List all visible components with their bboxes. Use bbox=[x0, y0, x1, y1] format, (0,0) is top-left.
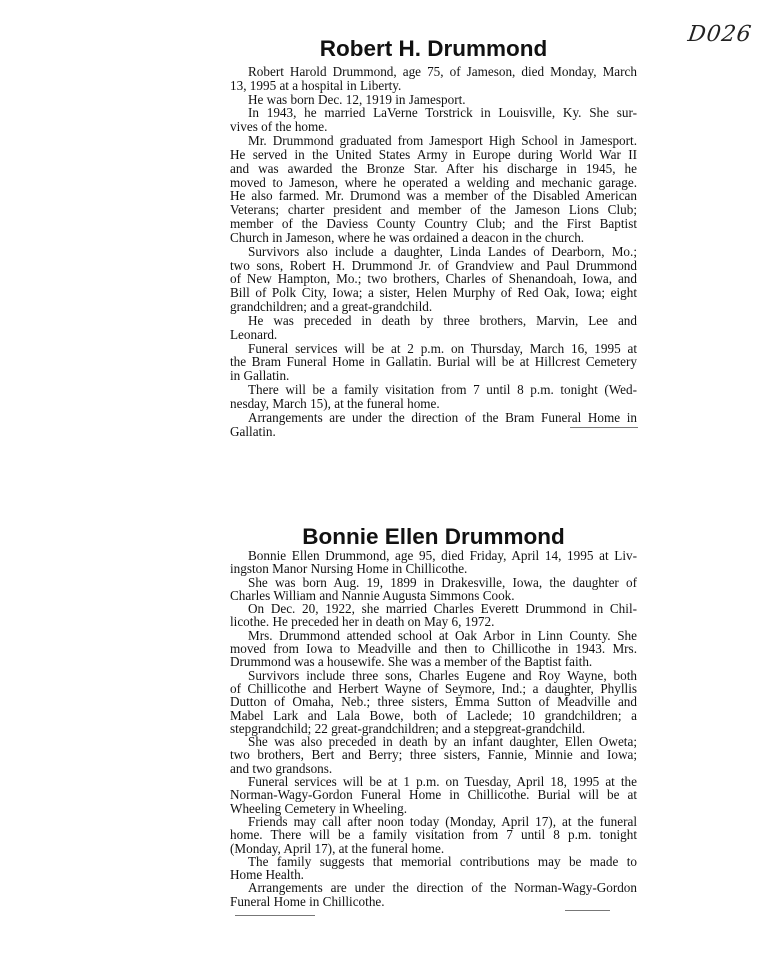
paragraph bbox=[230, 245, 637, 314]
handwritten-document-id: D026 bbox=[686, 22, 754, 47]
paragraph bbox=[230, 669, 637, 735]
divider bbox=[565, 910, 610, 911]
text-line: two sons, Robert H. Drummond Jr. of Grandview and Paul Drummond bbox=[230, 257, 637, 273]
text-line: In 1943, he married LaVerne Torstrick in Louisville, Ky. She sur- bbox=[248, 105, 637, 121]
text-line: He also farmed. Mr. Drumond was a member of the Disabled American bbox=[230, 188, 637, 204]
paragraph bbox=[230, 602, 637, 629]
paragraph bbox=[230, 314, 637, 342]
paragraph bbox=[230, 93, 637, 107]
paragraph bbox=[230, 106, 637, 134]
text-line: Funeral Home in Chillicothe. bbox=[230, 893, 385, 909]
text-line: Drummond was a housewife. She was a member of the Baptist faith. bbox=[230, 654, 593, 670]
text-line: Gallatin. bbox=[230, 423, 276, 439]
text-line: Wheeling Cemetery in Wheeling. bbox=[230, 800, 407, 816]
text-line: He was born Dec. 12, 1919 in Jamesport. bbox=[248, 91, 466, 107]
divider bbox=[235, 915, 315, 916]
paragraph bbox=[230, 855, 637, 882]
text-line: Leonard. bbox=[230, 326, 278, 342]
text-line: nesday, March 15), at the funeral home. bbox=[230, 395, 440, 411]
obituary-body-robert bbox=[230, 65, 637, 438]
paragraph bbox=[230, 549, 637, 576]
text-line: Survivors include three sons, Charles Eugene and Roy Wayne, both bbox=[248, 667, 637, 683]
obituary-title-bonnie: Bonnie Ellen Drummond bbox=[302, 524, 565, 549]
text-line: member of the Daviess County Country Club; and the First Baptist bbox=[230, 216, 637, 232]
text-line: He was preceded in death by three brothers, Marvin, Lee and bbox=[248, 312, 637, 328]
text-line: Funeral services will be at 1 p.m. on Tuesday, April 18, 1995 at the bbox=[248, 774, 637, 790]
text-line: Home Health. bbox=[230, 867, 304, 883]
text-line: Arrangements are under the direction of the Bram Funeral Home in bbox=[248, 409, 637, 425]
text-line: and was awarded the Bronze Star. After his discharge in 1945, he bbox=[230, 160, 637, 176]
text-line: grandchildren; and a great-grandchild. bbox=[230, 299, 433, 315]
paragraph bbox=[230, 815, 637, 855]
text-line: moved to Jameson, where he operated a welding and mechanic garage. bbox=[230, 174, 637, 190]
text-line: Norman-Wagy-Gordon Funeral Home in Chillicothe. Burial will be at bbox=[230, 787, 637, 803]
text-line: Church in Jameson, where he was ordained a deacon in the church. bbox=[230, 229, 585, 245]
text-line: the Bram Funeral Home in Gallatin. Burial will be at Hillcrest Cemetery bbox=[230, 354, 637, 370]
paragraph bbox=[230, 775, 637, 815]
text-line: of New Hampton, Mo.; two brothers, Charles of Shenandoah, Iowa, and bbox=[230, 271, 637, 287]
text-line: Friends may call after noon today (Monday, April 17), at the funeral bbox=[248, 813, 637, 829]
text-line: (Monday, April 17), at the funeral home. bbox=[230, 840, 445, 856]
text-line: Bill of Polk City, Iowa; a sister, Helen Murphy of Red Oak, Iowa; eight bbox=[230, 285, 637, 301]
text-line: and two grandsons. bbox=[230, 760, 333, 776]
paragraph bbox=[230, 134, 637, 245]
text-line: She was also preceded in death by an infant daughter, Ellen Oweta; bbox=[248, 734, 637, 750]
text-line: Veterans; charter president and member of the Jameson Lions Club; bbox=[230, 202, 637, 218]
text-line: Mabel Lark and Lala Bowe, both of Laclede; 10 grandchildren; a bbox=[230, 707, 637, 723]
paragraph bbox=[230, 65, 637, 93]
text-line: The family suggests that memorial contributions may be made to bbox=[248, 853, 637, 869]
text-line: Mrs. Drummond attended school at Oak Arbor in Linn County. She bbox=[248, 627, 637, 643]
text-line: 13, 1995 at a hospital in Liberty. bbox=[230, 77, 402, 93]
text-line: of Chillicothe and Herbert Wayne of Seymore, Ind.; a daughter, Phyllis bbox=[230, 680, 637, 696]
text-line: There will be a family visitation from 7 until 8 p.m. tonight (Wed- bbox=[248, 382, 637, 398]
text-line: Bonnie Ellen Drummond, age 95, died Friday, April 14, 1995 at Liv- bbox=[248, 548, 637, 563]
text-line: He served in the United States Army in Europe during World War II bbox=[230, 146, 637, 162]
paragraph bbox=[230, 342, 637, 383]
paragraph bbox=[230, 576, 637, 603]
text-line: vives of the home. bbox=[230, 119, 328, 135]
text-line: On Dec. 20, 1922, she married Charles Everett Drummond in Chil- bbox=[248, 601, 637, 617]
text-line: Dutton of Omaha, Neb.; three sisters, Emma Sutton of Meadville and bbox=[230, 694, 637, 710]
obituary-title-robert: Robert H. Drummond bbox=[319, 36, 548, 61]
text-line: She was born Aug. 19, 1899 in Drakesville, Iowa, the daughter of bbox=[248, 574, 637, 590]
text-line: Charles William and Nannie Augusta Simmons Cook. bbox=[230, 587, 515, 603]
text-line: moved from Iowa to Meadville and then to Chillicothe in 1943. Mrs. bbox=[230, 641, 637, 657]
text-line: home. There will be a family visitation from 7 until 8 p.m. tonight bbox=[230, 827, 637, 843]
text-line: two brothers, Bert and Berry; three sisters, Fannie, Minnie and Iowa; bbox=[230, 747, 637, 763]
text-line: ingston Manor Nursing Home in Chillicothe. bbox=[230, 561, 468, 577]
paragraph bbox=[230, 411, 637, 439]
obituary-body-bonnie bbox=[230, 549, 637, 908]
paragraph bbox=[230, 629, 637, 669]
text-line: Survivors also include a daughter, Linda Landes of Dearborn, Mo.; bbox=[248, 243, 637, 259]
text-line: Robert Harold Drummond, age 75, of Jameson, died Monday, March bbox=[248, 64, 637, 79]
paragraph bbox=[230, 881, 637, 908]
text-line: stepgrandchild; 22 great-grandchildren; and a stepgreat-grandchild. bbox=[230, 720, 586, 736]
text-line: licothe. He preceded her in death on May 6, 1972. bbox=[230, 614, 495, 630]
text-line: Arrangements are under the direction of the Norman-Wagy-Gordon bbox=[248, 880, 637, 896]
paragraph bbox=[230, 383, 637, 411]
paragraph bbox=[230, 735, 637, 775]
text-line: Mr. Drummond graduated from Jamesport High School in Jamesport. bbox=[248, 133, 637, 149]
text-line: in Gallatin. bbox=[230, 368, 290, 384]
divider bbox=[570, 427, 638, 428]
text-line: Funeral services will be at 2 p.m. on Thursday, March 16, 1995 at bbox=[248, 340, 637, 356]
